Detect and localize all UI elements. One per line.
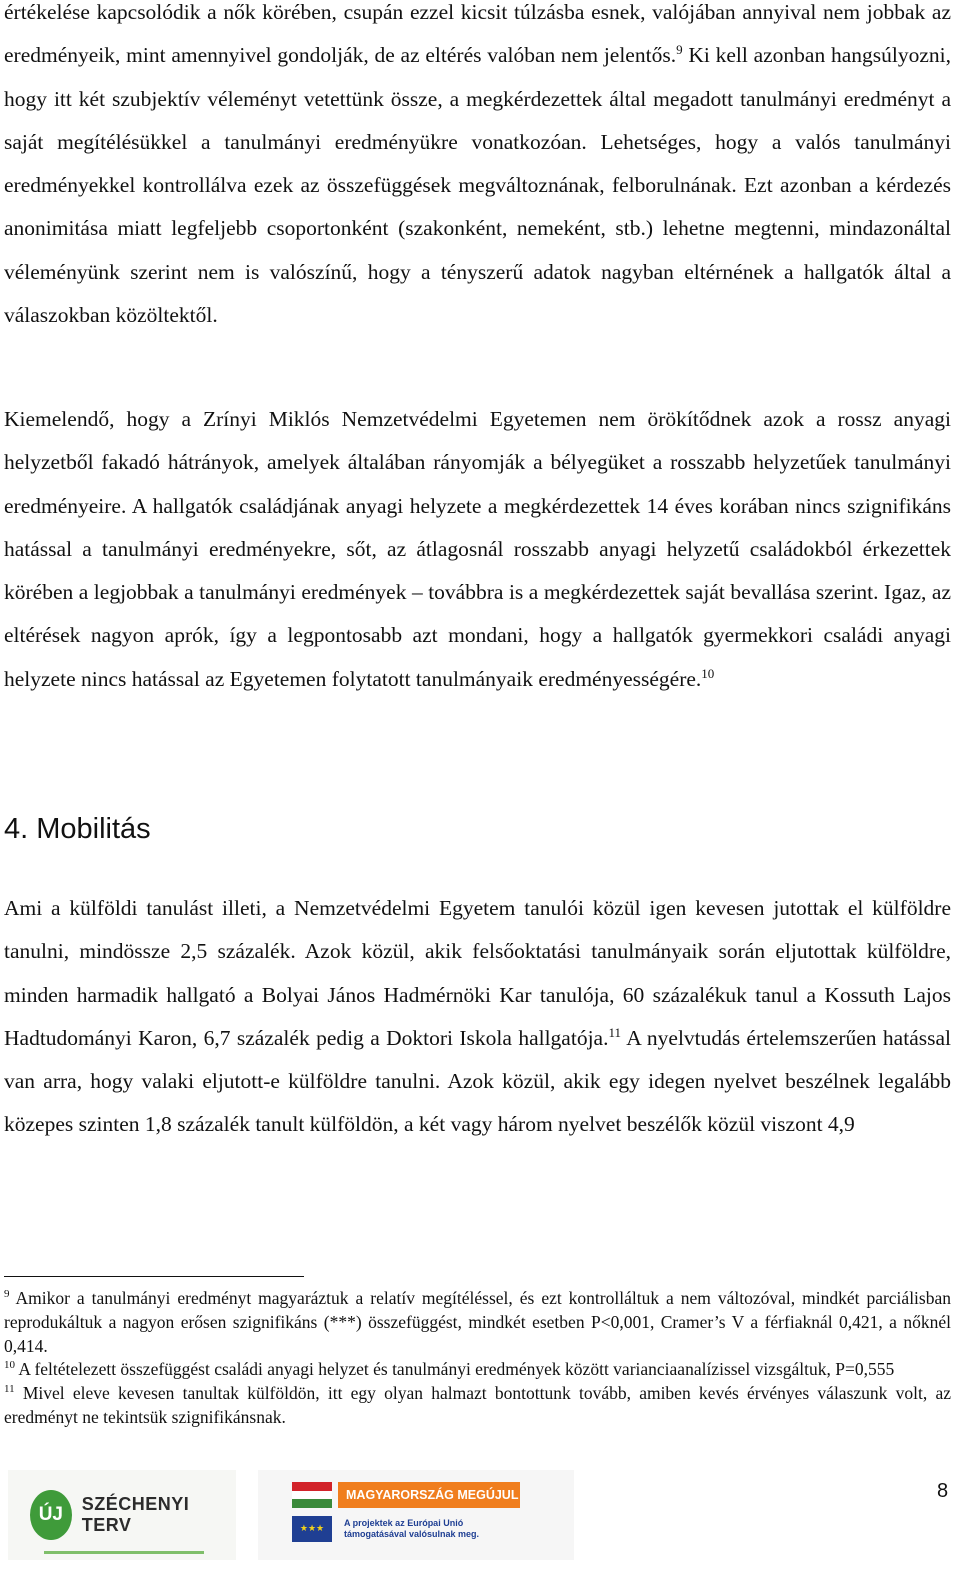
eu-support-text: [344, 1518, 534, 1540]
eu-text-line-2: támogatásával valósulnak meg.: [344, 1529, 480, 1539]
footnote-ref-11[interactable]: 11: [608, 1024, 621, 1040]
eu-flag-icon: ★★★: [292, 1516, 332, 1542]
page-number: 8: [937, 1480, 949, 1502]
section-heading: 4. Mobilitás: [4, 813, 151, 845]
mm-banner: MAGYARORSZÁG MEGÚJUL: [338, 1482, 520, 1508]
footnotes: [4, 1287, 951, 1430]
paragraph-1: [4, 0, 951, 337]
footnote-9: [4, 1287, 951, 1358]
eu-text-line-1: A projektek az Európai Unió: [344, 1518, 464, 1528]
paragraph-3-text: Ami a külföldi tanulást illeti, a Nemzetvédelmi Egyetem tanulói közül igen kevesen jutottak el külföldre tanulni, mindössze 2,5 százalék. Azok közül, akik felsőoktatási tanulmányaik során eljutottak külföldre, minden harmadik hallgató a Bolyai János Hadmérnöki Kar tanulója, 60 százalékuk tanul a Kossuth Lajos Hadtudományi Karon, 6,7 százalék pedig a Doktori Iskola hallgatója.: [4, 896, 951, 1050]
paragraph-3-text-cont: A nyelvtudás értelemszerűen hatással van arra, hogy valaki eljutott-e külföldre tanulni. Azok közül, akik egy idegen nyelvet beszélnek legalább közepes szinten 1,8 százalék tanult külföldön, a két vagy három nyelvet beszélők közül viszont 4,9: [4, 1025, 951, 1137]
footnote-text: A feltételezett összefüggést családi anyagi helyzet és tanulmányi eredmények között varianciaanalízissel vizsgáltuk, P=0,555: [15, 1359, 895, 1380]
uj-icon: ÚJ: [30, 1490, 72, 1540]
footnote-number: 11: [4, 1383, 15, 1396]
paragraph-3: [4, 887, 951, 1147]
footnote-text: Amikor a tanulmányi eredményt magyaráztuk a relatív megítéléssel, és ezt kontrolláltuk a nem változóval, mindkét parciálisban reprodukáltuk a nagyon erősen szignifikáns (***) összefüggést, mindkét esetben P<0,001, Cramer’s V a férfiaknál 0,421, a nőknél 0,414.: [4, 1288, 951, 1356]
hungarian-flag-icon: [292, 1482, 332, 1508]
footnote-10: [4, 1358, 951, 1382]
footnote-divider: [4, 1276, 304, 1277]
footnote-ref-10[interactable]: 10: [701, 665, 715, 681]
footnote-ref-9[interactable]: 9: [676, 42, 683, 58]
paragraph-2-text: Kiemelendő, hogy a Zrínyi Miklós Nemzetvédelmi Egyetemen nem örökítődnek azok a rossz anyagi helyzetből fakadó hátrányok, amelyek általában rányomják a bélyegüket a rosszabb helyzetűek tanulmányi eredményeire. A hallgatók családjának anyagi helyzete a megkérdezettek 14 éves korában nincs szignifikáns hatással a tanulmányi eredményekre, sőt, az átlagosnál rosszabb anyagi helyzetű családokból érkezettek körében a legjobbak a tanulmányi eredmények – továbbra is a megkérdezettek saját bevallása szerint. Igaz, az eltérések nagyon aprók, így a legpontosabb azt mondani, hogy a hallgatók gyermekkori családi anyagi helyzete nincs hatással az Egyetemen folytatott tanulmányaik eredményességére.: [4, 407, 951, 691]
paragraph-1-text: értékelése kapcsolódik a nők körében, csupán ezzel kicsit túlzásba esnek, valójában annyival nem jobbak az eredményeik, mint amennyivel gondolják, de az eltérés valóban nem jelentős.: [4, 0, 951, 68]
szechenyi-terv-logo: [8, 1470, 236, 1560]
paragraph-1-text-cont: Ki kell azonban hangsúlyozni, hogy itt két szubjektív véleményt vetettünk össze, a megkérdezettek által megadott tanulmányi eredményt a saját megítélésükkel a tanulmányi eredményükre vonatkozóan. Lehetséges, hogy a valós tanulmányi eredményekkel kontrollálva ezek az összefüggések megváltoznának, felborulnának. Ezt azonban a kérdezés anonimitása miatt legfeljebb csoportonként (szakonként, nemeként, stb.) lehetne megtenni, mindazonáltal véleményünk szerint nem is valószínű, hogy a tényszerű adatok nagyban eltérnének a hallgatók által a válaszokban közöltektől.: [4, 43, 951, 328]
footnote-number: 9: [4, 1288, 10, 1301]
paragraph-2: [4, 398, 951, 701]
footnote-text: Mivel eleve kevesen tanultak külföldön, itt egy olyan halmazt bontottunk tovább, amiben kevés érvényes válaszunk volt, az eredményt ne tekintsük szignifikánsnak.: [4, 1383, 951, 1427]
magyarorszag-megujul-logo: [258, 1470, 574, 1560]
logo-underline: [44, 1551, 204, 1554]
footnote-11: [4, 1382, 951, 1430]
szechenyi-logo-text: SZÉCHENYI TERV: [81, 1494, 190, 1535]
footnote-number: 10: [4, 1359, 15, 1372]
